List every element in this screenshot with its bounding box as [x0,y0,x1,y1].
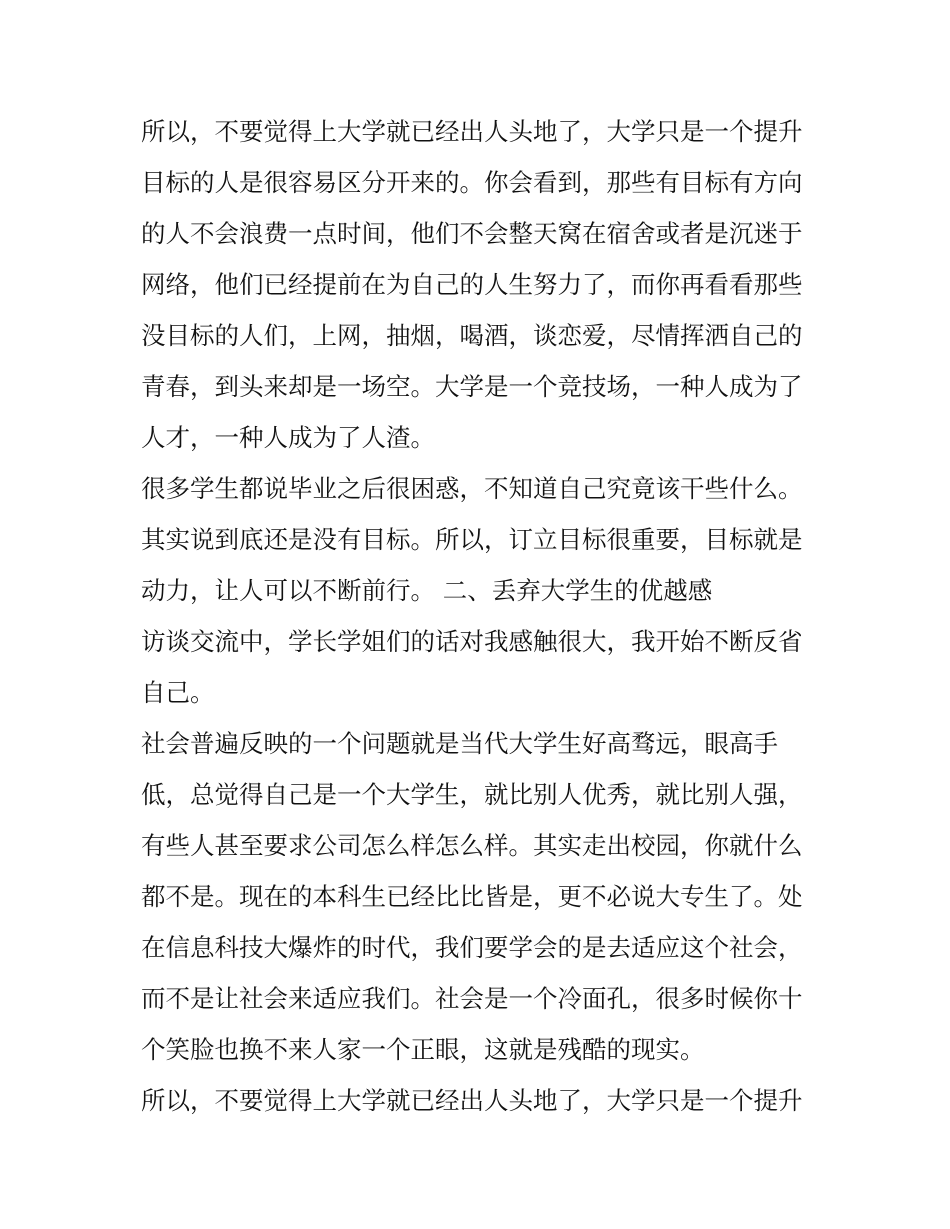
text-line: 的人不会浪费一点时间，他们不会整天窝在宿舍或者是沉迷于 [141,219,803,248]
text-line: 低，总觉得自己是一个大学生，就比别人优秀，就比别人强， [141,780,803,809]
text-line: 其实说到底还是没有目标。所以，订立目标很重要，目标就是 [141,525,803,554]
text-line: 目标的人是很容易区分开来的。你会看到，那些有目标有方向 [141,168,803,197]
body-text [141,106,821,1126]
text-line: 没目标的人们，上网，抽烟，喝酒，谈恋爱，尽情挥洒自己的 [141,321,803,350]
text-line: 网络，他们已经提前在为自己的人生努力了，而你再看看那些 [141,270,803,299]
text-line: 在信息科技大爆炸的时代，我们要学会的是去适应这个社会， [141,933,803,962]
text-line: 所以，不要觉得上大学就已经出人头地了，大学只是一个提升 [141,117,803,146]
text-line: 自己。 [141,678,215,707]
text-line: 而不是让社会来适应我们。社会是一个冷面孔，很多时候你十 [141,984,803,1013]
text-line: 人才，一种人成为了人渣。 [141,423,435,452]
text-line: 都不是。现在的本科生已经比比皆是，更不必说大专生了。处 [141,882,803,911]
text-line: 社会普遍反映的一个问题就是当代大学生好高骛远，眼高手 [141,729,778,758]
text-line: 访谈交流中，学长学姐们的话对我感触很大，我开始不断反省 [141,627,803,656]
text-line: 青春，到头来却是一场空。大学是一个竞技场，一种人成为了 [141,372,803,401]
text-line: 所以，不要觉得上大学就已经出人头地了，大学只是一个提升 [141,1086,803,1115]
text-line: 有些人甚至要求公司怎么样怎么样。其实走出校园，你就什么 [141,831,803,860]
text-line: 动力，让人可以不断前行。 二、丢弃大学生的优越感 [141,576,713,605]
text-line: 个笑脸也换不来人家一个正眼，这就是残酷的现实。 [141,1035,705,1064]
text-line: 很多学生都说毕业之后很困惑，不知道自己究竟该干些什么。 [141,474,803,503]
